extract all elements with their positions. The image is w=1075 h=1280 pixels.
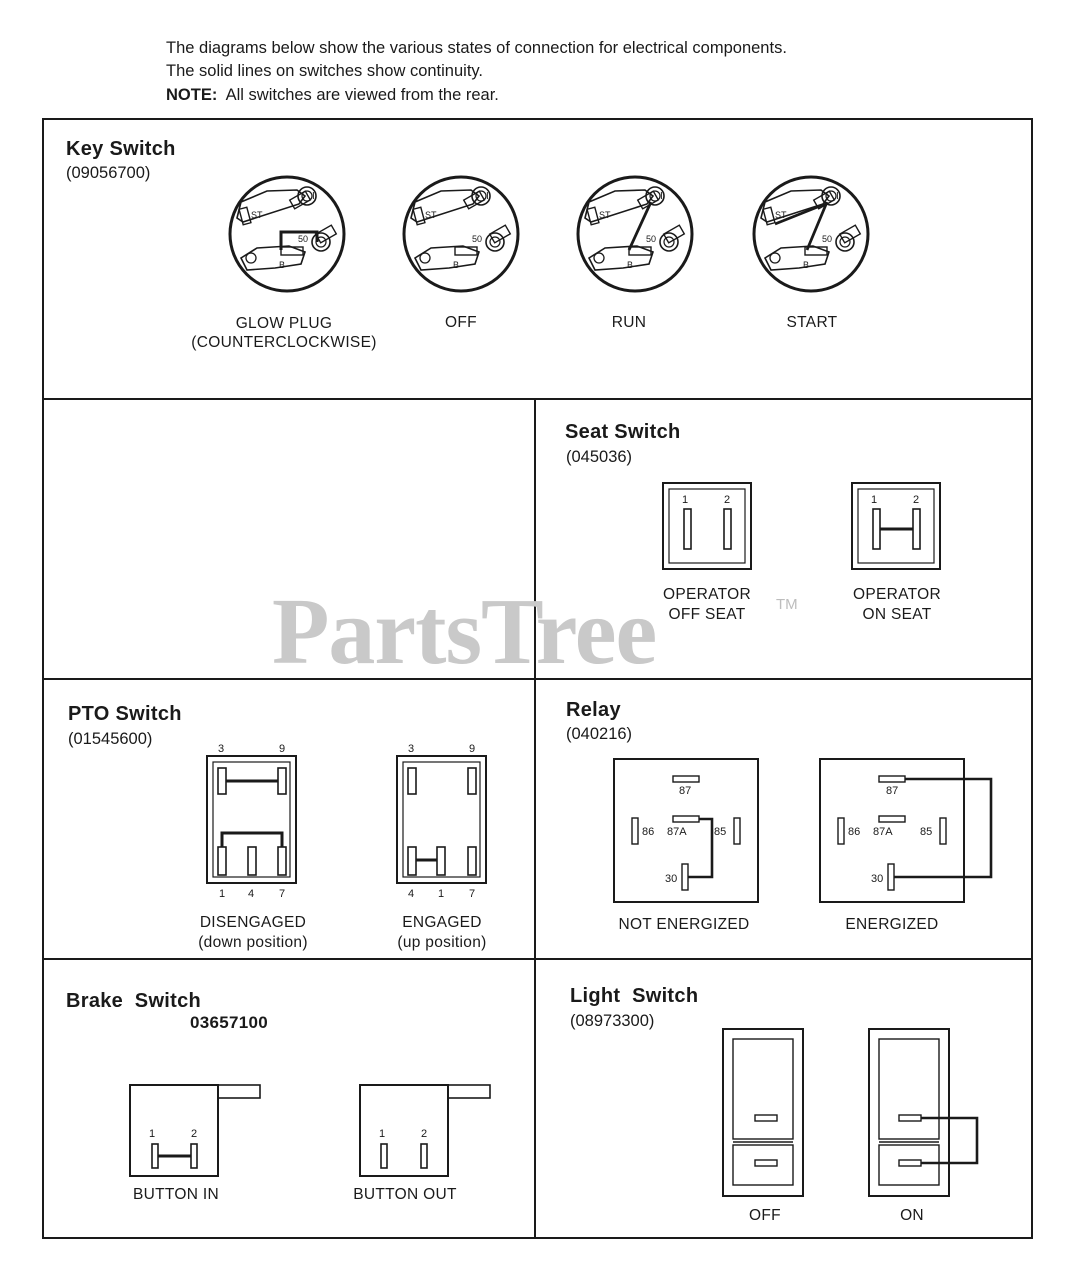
state-label: ENGAGED bbox=[402, 914, 482, 931]
state-sublabel: OFF SEAT bbox=[668, 606, 746, 623]
intro-line-1: The diagrams below show the various states of connection for electrical components. bbox=[166, 39, 787, 57]
terminal-i-label: I bbox=[836, 191, 839, 202]
pin-label: 4 bbox=[248, 888, 255, 900]
terminal-st-label: ST bbox=[251, 210, 263, 220]
pin-2-label: 2 bbox=[913, 494, 920, 506]
pin-1-label: 1 bbox=[149, 1128, 156, 1140]
relay-title: Relay bbox=[566, 699, 621, 721]
pto-switch-part-number: (01545600) bbox=[68, 730, 153, 748]
pin-1-label: 1 bbox=[379, 1128, 386, 1140]
terminal-50-label: 50 bbox=[646, 234, 657, 244]
terminal-50-label: 50 bbox=[298, 234, 309, 244]
light-state-on: ON bbox=[900, 1207, 924, 1224]
note-label: NOTE: bbox=[166, 86, 218, 104]
light-switch-part-number: (08973300) bbox=[570, 1012, 655, 1030]
pto-switch-title: PTO Switch bbox=[68, 703, 182, 725]
pin-label: 3 bbox=[408, 743, 415, 755]
terminal-30-label: 30 bbox=[665, 873, 678, 885]
key-state-start: START bbox=[786, 314, 838, 331]
key-switch-title: Key Switch bbox=[66, 138, 176, 160]
intro-line-2: The solid lines on switches show continuity. bbox=[166, 62, 484, 80]
terminal-st-label: ST bbox=[599, 210, 611, 220]
terminal-st-label: ST bbox=[775, 210, 787, 220]
pin-label: 4 bbox=[408, 888, 415, 900]
state-sublabel: (COUNTERCLOCKWISE) bbox=[191, 334, 377, 351]
light-switch-on bbox=[869, 1029, 977, 1196]
trademark-mark: TM bbox=[776, 596, 798, 613]
terminal-i-label: I bbox=[486, 191, 489, 202]
pin-1-label: 1 bbox=[682, 494, 689, 506]
seat-switch-part-number: (045036) bbox=[566, 448, 633, 466]
terminal-50-label: 50 bbox=[472, 234, 483, 244]
pin-label: 1 bbox=[219, 888, 226, 900]
terminal-b-label: B bbox=[279, 260, 286, 270]
pin-label: 7 bbox=[469, 888, 476, 900]
terminal-b-label: B bbox=[453, 260, 460, 270]
terminal-87-label: 87 bbox=[886, 785, 899, 797]
terminal-i-label: I bbox=[660, 191, 663, 202]
state-label: DISENGAGED bbox=[199, 914, 307, 931]
terminal-85-label: 85 bbox=[920, 826, 933, 838]
terminal-86-label: 86 bbox=[642, 826, 655, 838]
state-sublabel: (up position) bbox=[397, 934, 487, 951]
pin-label: 7 bbox=[279, 888, 286, 900]
terminal-30-label: 30 bbox=[871, 873, 884, 885]
terminal-b-label: B bbox=[803, 260, 810, 270]
state-sublabel: ON SEAT bbox=[862, 606, 932, 623]
terminal-87a-label: 87A bbox=[667, 826, 687, 838]
relay-part-number: (040216) bbox=[566, 725, 633, 743]
key-state-off: OFF bbox=[445, 314, 477, 331]
terminal-i-label: I bbox=[312, 191, 315, 202]
note-text: All switches are viewed from the rear. bbox=[225, 86, 499, 104]
pin-2-label: 2 bbox=[724, 494, 731, 506]
relay-state-not-energized: NOT ENERGIZED bbox=[618, 916, 750, 933]
terminal-86-label: 86 bbox=[848, 826, 861, 838]
pin-label: 9 bbox=[279, 743, 286, 755]
key-switch-part-number: (09056700) bbox=[66, 164, 151, 182]
pin-label: 9 bbox=[469, 743, 476, 755]
state-sublabel: (down position) bbox=[198, 934, 308, 951]
pin-2-label: 2 bbox=[421, 1128, 428, 1140]
watermark-logo: PartsTree bbox=[272, 580, 657, 684]
terminal-87-label: 87 bbox=[679, 785, 692, 797]
key-state-run: RUN bbox=[611, 314, 647, 331]
seat-switch-title: Seat Switch bbox=[565, 421, 681, 443]
terminal-st-label: ST bbox=[425, 210, 437, 220]
light-switch-off bbox=[723, 1029, 803, 1196]
light-switch-title: Light Switch bbox=[570, 985, 699, 1007]
pin-label: 1 bbox=[438, 888, 445, 900]
terminal-50-label: 50 bbox=[822, 234, 833, 244]
terminal-85-label: 85 bbox=[714, 826, 727, 838]
brake-switch-title: Brake Switch bbox=[66, 990, 202, 1012]
pin-2-label: 2 bbox=[191, 1128, 198, 1140]
terminal-87a-label: 87A bbox=[873, 826, 893, 838]
state-label: OPERATOR bbox=[853, 586, 941, 603]
state-label: GLOW PLUG bbox=[235, 315, 333, 332]
brake-state-button-in: BUTTON IN bbox=[133, 1186, 219, 1203]
brake-switch-part-number: 03657100 bbox=[190, 1013, 269, 1032]
relay-state-energized: ENERGIZED bbox=[845, 916, 939, 933]
pin-label: 3 bbox=[218, 743, 225, 755]
brake-state-button-out: BUTTON OUT bbox=[353, 1186, 457, 1203]
terminal-b-label: B bbox=[627, 260, 634, 270]
light-state-off: OFF bbox=[749, 1207, 781, 1224]
pin-1-label: 1 bbox=[871, 494, 878, 506]
state-label: OPERATOR bbox=[663, 586, 751, 603]
